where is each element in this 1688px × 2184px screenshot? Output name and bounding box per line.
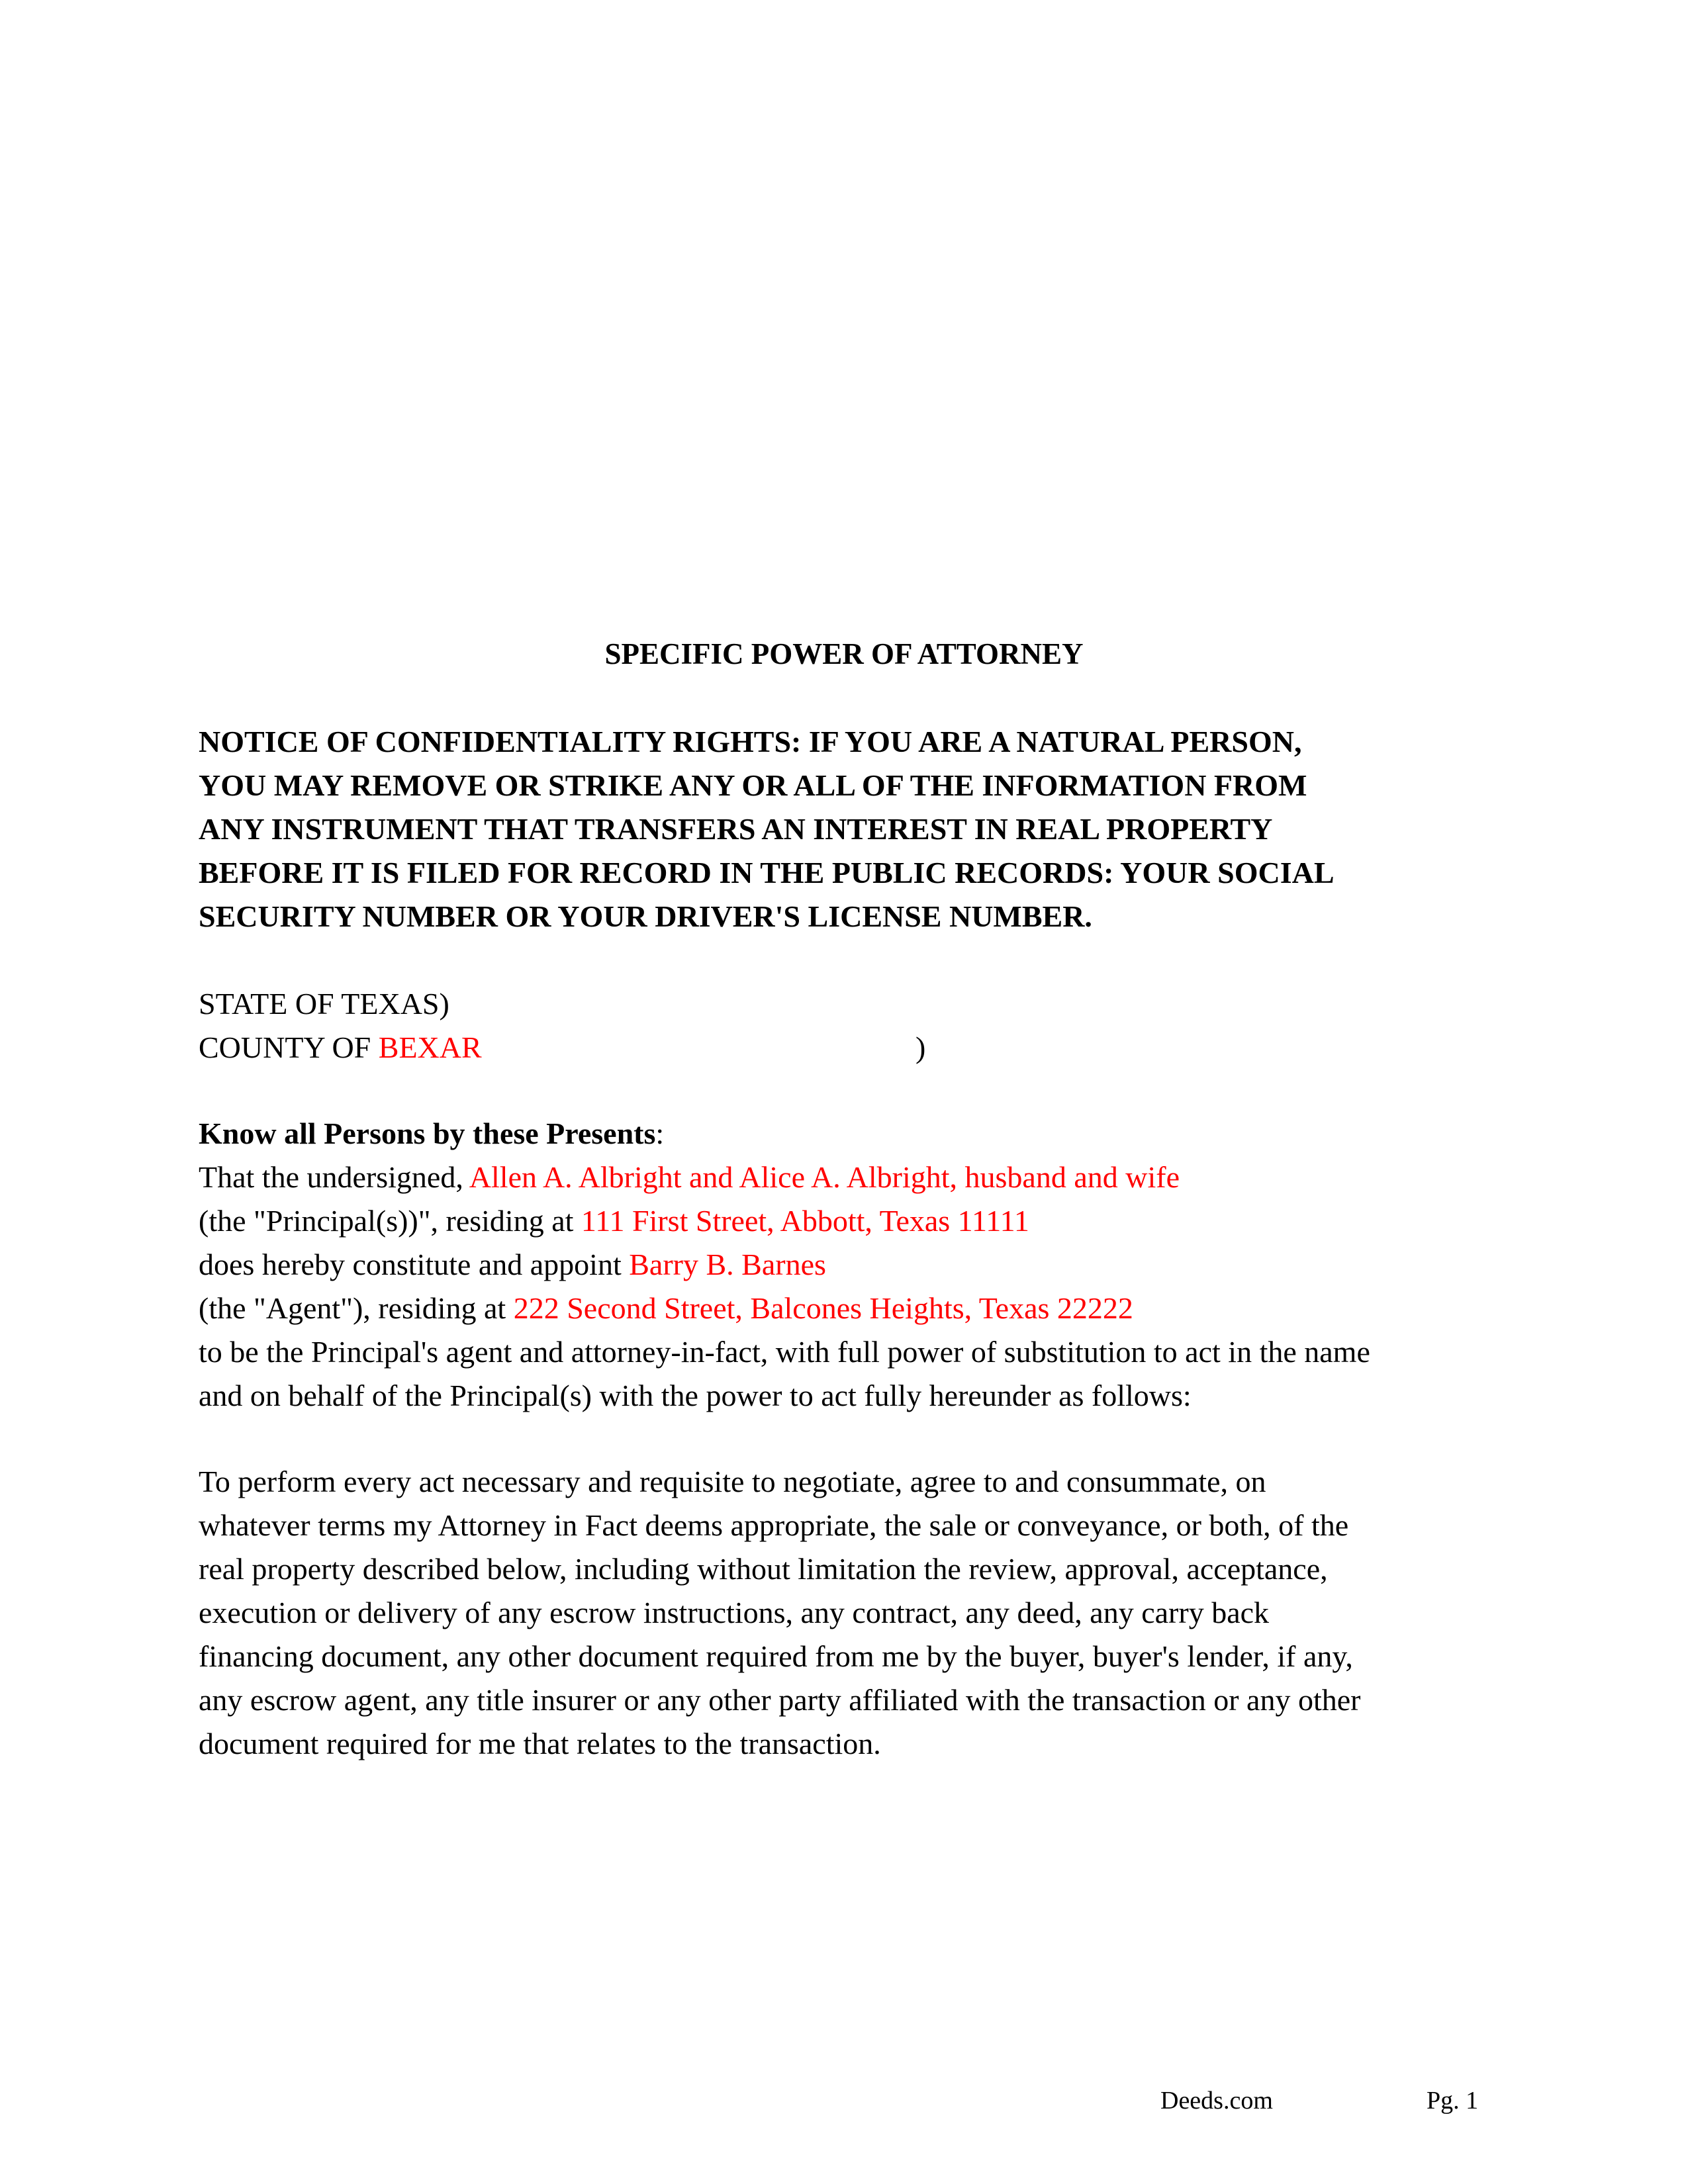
powers-line: To perform every act necessary and requisite to negotiate, agree to and consummate, on (199, 1465, 1266, 1498)
powers-line: document required for me that relates to the transaction. (199, 1727, 881, 1760)
notice-line: BEFORE IT IS FILED FOR RECORD IN THE PUBLIC RECORDS: YOUR SOCIAL (199, 856, 1335, 889)
powers-line: financing document, any other document required from me by the buyer, buyer's lender, if any, (199, 1639, 1353, 1673)
appoint-label: does hereby constitute and appoint (199, 1248, 630, 1281)
principal-label: (the "Principal(s))", residing at (199, 1204, 581, 1238)
powers-paragraph (199, 1460, 1523, 1766)
appointment-text-line: and on behalf of the Principal(s) with the power to act fully hereunder as follows: (199, 1379, 1192, 1412)
notice-line: ANY INSTRUMENT THAT TRANSFERS AN INTEREST IN REAL PROPERTY (199, 812, 1273, 846)
powers-line: any escrow agent, any title insurer or any other party affiliated with the transaction or any other (199, 1683, 1361, 1717)
county-value: BEXAR (378, 1030, 482, 1064)
powers-line: real property described below, including without limitation the review, approval, acceptance, (199, 1552, 1328, 1586)
agent-address: 222 Second Street, Balcones Heights, Texas 22222 (513, 1291, 1133, 1325)
notice-line: SECURITY NUMBER OR YOUR DRIVER'S LICENSE NUMBER. (199, 899, 1092, 933)
intro-heading: Know all Persons by these Presents (199, 1116, 656, 1150)
undersigned-label: That the undersigned, (199, 1160, 469, 1194)
notice-line: NOTICE OF CONFIDENTIALITY RIGHTS: IF YOU ARE A NATURAL PERSON, (199, 725, 1302, 758)
footer-page-number: Pg. 1 (1427, 2087, 1479, 2115)
notice-line: YOU MAY REMOVE OR STRIKE ANY OR ALL OF THE INFORMATION FROM (199, 768, 1307, 802)
principal-address-line (199, 1199, 1523, 1243)
county-line (199, 1026, 1509, 1069)
powers-line: execution or delivery of any escrow instructions, any contract, any deed, any carry back (199, 1596, 1270, 1629)
principal-names: Allen A. Albright and Alice A. Albright, husband and wife (469, 1160, 1180, 1194)
document-title: SPECIFIC POWER OF ATTORNEY (604, 637, 1084, 670)
appointment-block (199, 1112, 1523, 1418)
county-paren: ) (915, 1030, 926, 1064)
agent-label: (the "Agent"), residing at (199, 1291, 514, 1325)
state-line: STATE OF TEXAS) (199, 987, 449, 1021)
principal-address: 111 First Street, Abbott, Texas 11111 (581, 1204, 1029, 1238)
appointment-text-line: to be the Principal's agent and attorney-in-fact, with full power of substitution to act in the name (199, 1335, 1370, 1369)
venue-block (199, 982, 1509, 1069)
powers-line: whatever terms my Attorney in Fact deems appropriate, the sale or conveyance, or both, of the (199, 1508, 1349, 1542)
intro-heading-colon: : (655, 1116, 665, 1150)
footer-site-name: Deeds.com (1160, 2087, 1273, 2115)
county-label: COUNTY OF (199, 1030, 379, 1064)
intro-heading-line (199, 1112, 1523, 1156)
confidentiality-notice (199, 720, 1509, 938)
appoint-line (199, 1243, 1523, 1287)
undersigned-line (199, 1156, 1523, 1199)
agent-address-line (199, 1287, 1523, 1330)
agent-name: Barry B. Barnes (629, 1248, 826, 1281)
